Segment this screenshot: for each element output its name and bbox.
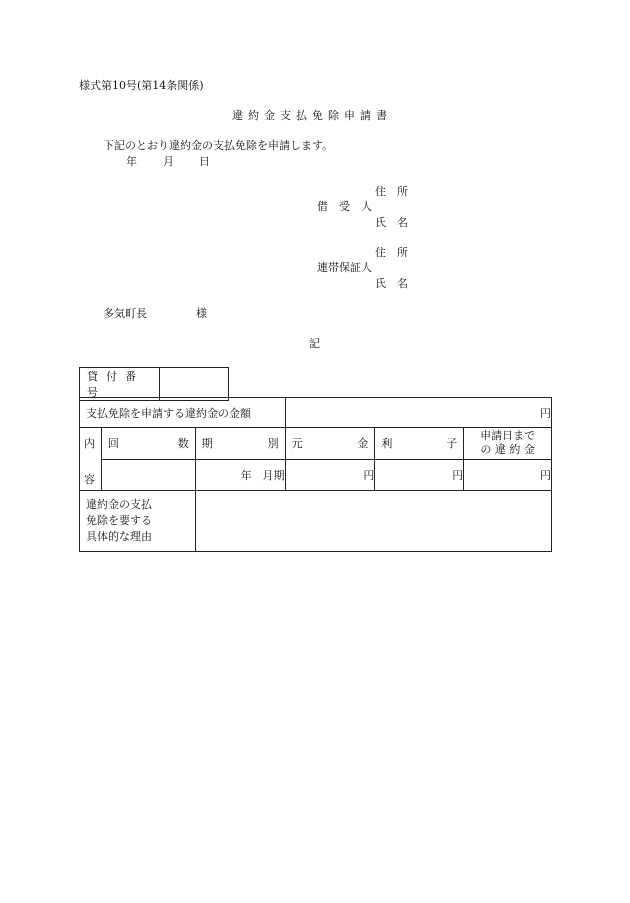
- gankin-field[interactable]: [285, 459, 375, 491]
- intro-text: 下記のとおり違約金の支払免除を申請します。: [103, 139, 334, 152]
- col-rishi-1: 利: [381, 437, 393, 451]
- reason-label-line-2: 免除を要する: [86, 514, 152, 527]
- guarantor-address-label: 住 所: [375, 246, 408, 259]
- document-title: 違約金支払免除申請書: [232, 109, 392, 122]
- kai-field[interactable]: [101, 459, 195, 491]
- reason-label-line-3: 具体的な理由: [86, 530, 152, 543]
- col-rishi-2: 子: [446, 437, 458, 451]
- borrower-name-label: 氏 名: [375, 216, 408, 229]
- col-iyakukin-line-2: の 違 約 金: [480, 443, 535, 457]
- col-kai-1: 回: [107, 437, 119, 451]
- iyakukin-field[interactable]: [464, 459, 552, 491]
- guarantor-role: 連帯保証人: [317, 261, 372, 274]
- date-year: 年: [126, 155, 137, 168]
- addressee-name: 多気町長: [103, 307, 147, 320]
- loan-number-field[interactable]: [159, 368, 228, 401]
- col-gankin-2: 金: [357, 437, 369, 451]
- addressee-honorific: 様: [196, 307, 207, 320]
- ki-heading: 記: [309, 337, 320, 350]
- borrower-role: 借 受 人: [317, 200, 372, 213]
- naiyou-char-1: 内: [84, 437, 95, 450]
- loan-number-table: [79, 367, 229, 401]
- amount-label: 支払免除を申請する違約金の金額: [86, 406, 251, 420]
- col-kibetsu-2: 別: [267, 437, 279, 451]
- reason-field[interactable]: [195, 491, 551, 552]
- col-kai-2: 数: [177, 437, 189, 451]
- rishi-field[interactable]: [375, 459, 464, 491]
- date-month: 月: [163, 155, 174, 168]
- col-kibetsu-1: 期: [201, 437, 213, 451]
- main-table: [79, 397, 552, 552]
- date-day: 日: [199, 155, 210, 168]
- reason-label-line-1: 違約金の支払: [86, 498, 152, 511]
- guarantor-name-label: 氏 名: [375, 277, 408, 290]
- amount-yen: 円: [540, 406, 551, 420]
- col-iyakukin-line-1: 申請日まで: [480, 429, 536, 443]
- loan-number-label: 貸付番号: [87, 370, 144, 399]
- naiyou-char-2: 容: [84, 473, 95, 486]
- amount-field[interactable]: [285, 398, 551, 428]
- col-gankin-1: 元: [291, 437, 303, 451]
- kibetsu-field[interactable]: [195, 459, 285, 491]
- iyakukin-yen: 円: [540, 468, 551, 482]
- period-unit: 年 月期: [240, 468, 285, 482]
- borrower-address-label: 住 所: [375, 185, 408, 198]
- form-number: 様式第10号(第14条関係): [79, 79, 204, 92]
- gankin-yen: 円: [363, 468, 375, 482]
- rishi-yen: 円: [452, 468, 464, 482]
